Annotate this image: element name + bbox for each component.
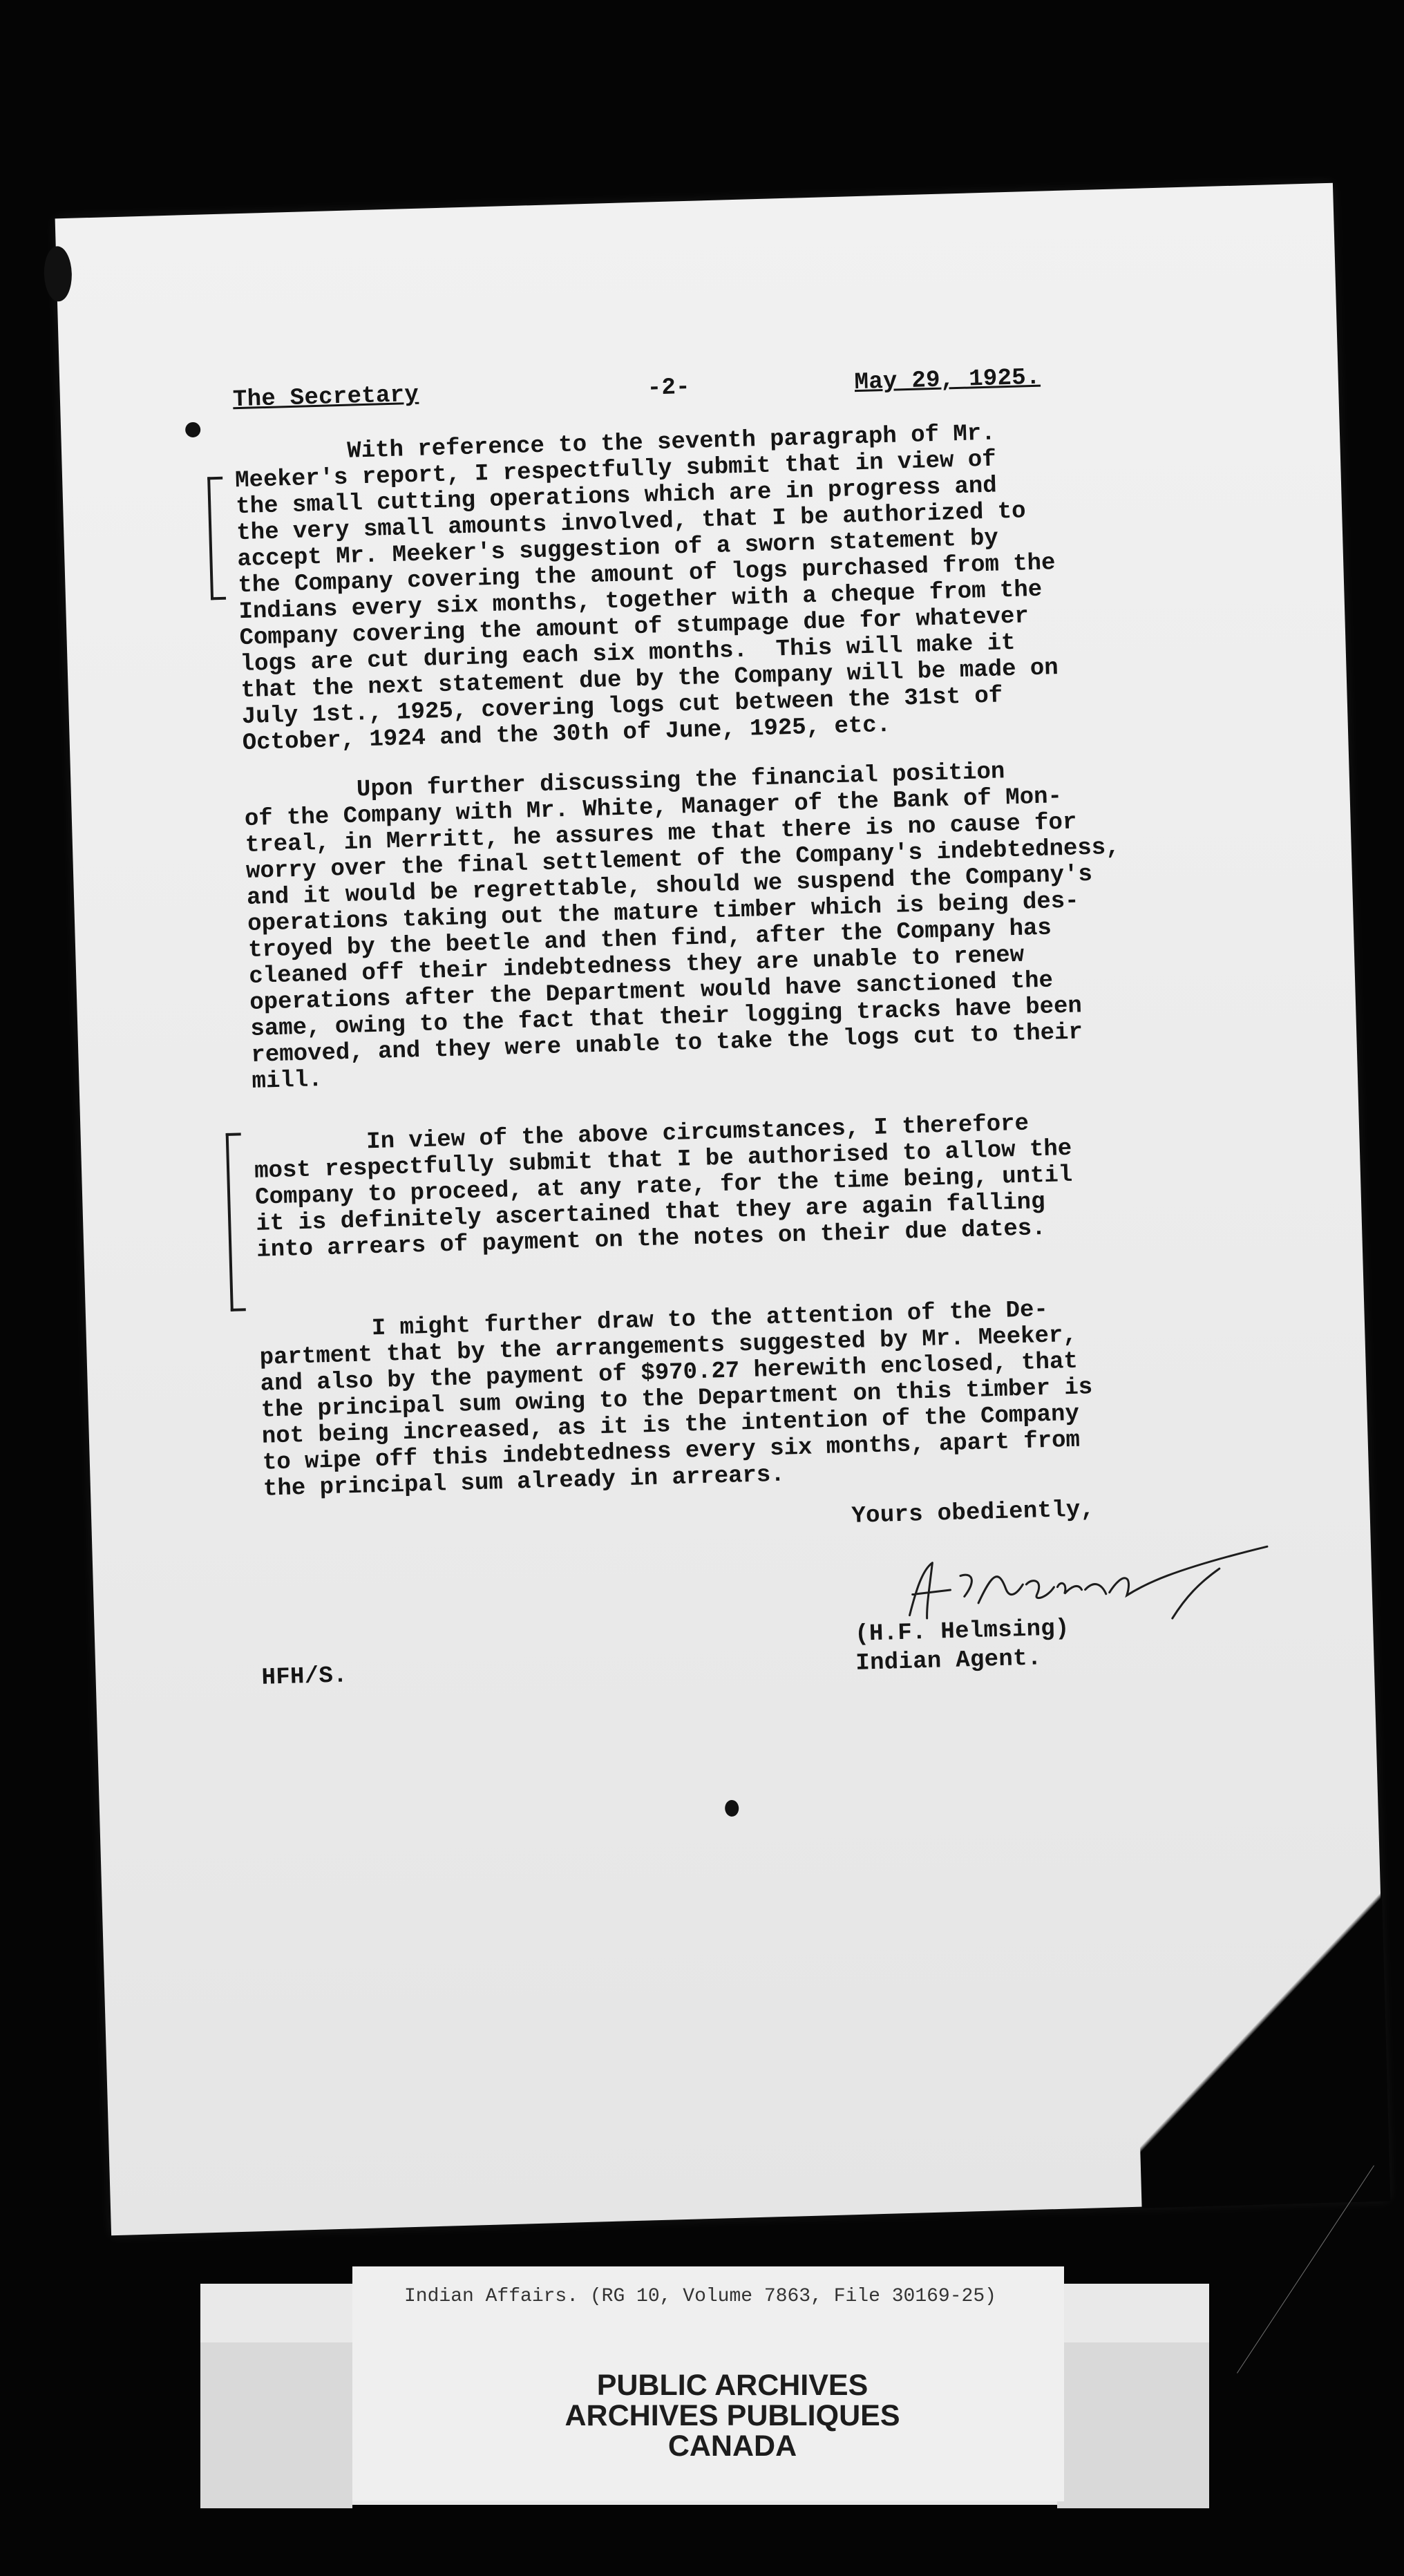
addressee: The Secretary <box>232 381 419 414</box>
signatory-title: Indian Agent. <box>855 1645 1043 1677</box>
closing-salutation: Yours obediently, <box>851 1497 1095 1530</box>
letter-header <box>232 361 1131 414</box>
margin-bracket <box>226 1133 246 1311</box>
letter-page <box>55 183 1389 2236</box>
folded-corner <box>1132 1842 1390 2208</box>
archive-reference: Indian Affairs. (RG 10, Volume 7863, File 30169-25) <box>404 2286 996 2307</box>
body-paragraph: Upon further discussing the financial position of the Company with Mr. White, Manager of the Bank of Mon- treal, in Merritt, he assures me that there is no cause for worry over the final settlement of the Company's indebtedness, and it would be regrettable, should we suspend the Company's operations taking out the mature timber which is being des- troyed by the beetle and then find, after the Company has cleaned off their indebtedness they are unable to renew operations after the Department would have sanctioned the same, owing to the fact that their logging tracks have been removed, and they were unable to take the logs cut to their mill. <box>243 759 1121 1095</box>
archive-line-country: CANADA <box>667 2430 797 2463</box>
archive-card-tab <box>200 2342 352 2508</box>
archive-card-tab <box>1057 2342 1209 2508</box>
reference-initials: HFH/S. <box>261 1663 348 1692</box>
ink-spot <box>185 422 201 438</box>
body-paragraph: I might further draw to the attention of the De- partment that by the arrangements suggested by Mr. Meeker, and also by the payment of $970.27 herewith enclosed, that the principal sum owing to the Department on this timber is not being increased, as it is the intention of the Company to wipe off this indebtedness every six months, apart from the principal sum already in arrears. <box>258 1296 1093 1503</box>
archive-stamp <box>484 2370 981 2461</box>
body-paragraph: With reference to the seventh paragraph of Mr. Meeker's report, I respectfully submit that in view of the small cutting operations which are in progress and the very small amounts involved, that I be authorized to accept Mr. Meeker's suggestion of a sworn statement by the Company covering the amount of logs purchased from the Indians every six months, together with a cheque from the Company covering the amount of stumpage due for whatever logs are cut during each six months. This will make it that the next statement due by the Company will be made on July 1st., 1925, covering logs cut between the 31st of October, 1924 and the 30th of June, 1925, etc. <box>234 420 1059 757</box>
archive-line-fr: ARCHIVES PUBLIQUES <box>565 2399 900 2432</box>
page-number: -2- <box>647 374 691 402</box>
archive-line-en: PUBLIC ARCHIVES <box>596 2369 869 2402</box>
signatory <box>855 1614 1071 1678</box>
letter-date: May 29, 1925. <box>854 364 1041 397</box>
ink-spot <box>725 1800 739 1817</box>
body-paragraph: In view of the above circumstances, I therefore most respectfully submit that I be authorised to allow the Company to proceed, at any rate, for the time being, until it is definitely ascertained that they are again falling into arrears of payment on the notes on their due dates. <box>253 1110 1073 1264</box>
signatory-name: (H.F. Helmsing) <box>854 1616 1070 1648</box>
margin-bracket <box>207 477 226 600</box>
ink-spot <box>44 246 73 302</box>
paper-marks <box>55 183 1333 219</box>
